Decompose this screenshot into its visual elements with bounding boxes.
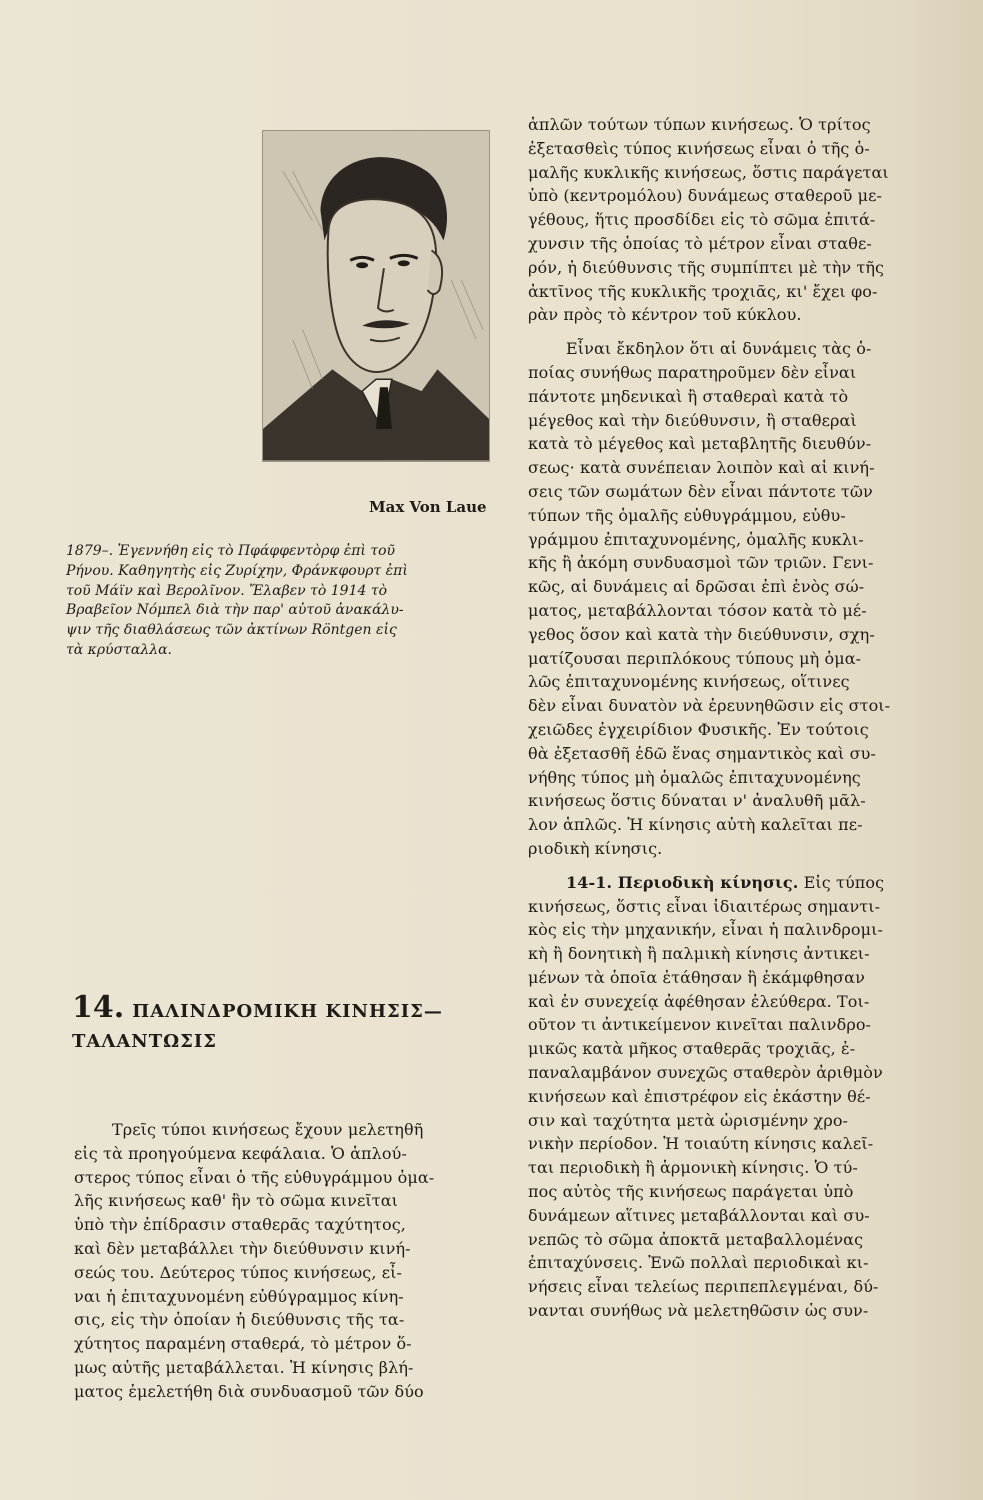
text-line: κὸς εἰς τὴν μηχανικήν, εἶναι ἡ παλινδρομι- — [528, 920, 884, 940]
text-line: ναι ἡ ἐπιταχυνομένη εὐθύγραμμος κίνη- — [74, 1286, 404, 1306]
text-line: Τρεῖς τύποι κινήσεως ἔχουν μελετηθῆ — [112, 1120, 424, 1139]
chapter-title-line2: ΤΑΛΑΝΤΩΣΙΣ — [72, 1031, 218, 1052]
chapter-number: 14. — [72, 990, 125, 1025]
text-line: νήσεις εἶναι τελείως περιπεπλεγμέναι, δύ- — [528, 1277, 879, 1297]
text-line: ποίας συνήθως παρατηροῦμεν δὲν εἶναι — [528, 362, 857, 382]
text-line: ται περιοδικὴ ἢ ἁρμονικὴ κίνησις. Ὁ τύ- — [528, 1158, 858, 1178]
text-line: λον ἁπλῶς. Ἡ κίνησις αὐτὴ καλεῖται πε- — [528, 815, 863, 835]
text-line: σεις τῶν σωμάτων δὲν εἶναι πάντοτε τῶν — [528, 481, 873, 501]
caption-line: ψιν τῆς διαθλάσεως τῶν ἀκτίνων Röntgen εἰς — [66, 622, 397, 639]
text-line: Εἶναι ἔκδηλον ὅτι αἱ δυνάμεις τὰς ὁ- — [566, 339, 872, 359]
text-line: ματίζουσαι περιπλόκους τύπους μὴ ὁμα- — [528, 648, 862, 668]
text-line: σεώς του. Δεύτερος τύπος κινήσεως, εἶ- — [74, 1262, 403, 1282]
text-line: μέγεθος καὶ τὴν διεύθυνσιν, ἢ σταθεραὶ — [528, 410, 857, 430]
text-line: κῶς, αἱ δυνάμεις αἱ δρῶσαι ἐπὶ ἑνὸς σώ- — [528, 577, 865, 597]
text-line: ἐπιταχύνσεις. Ἐνῶ πολλαὶ περιοδικαὶ κι- — [528, 1253, 869, 1273]
text-line: κινήσεως, ὅστις εἶναι ἰδιαιτέρως σημαντι- — [528, 896, 881, 916]
text-line: καὶ δὲν μεταβάλλει τὴν διεύθυνσιν κινή- — [74, 1238, 411, 1258]
text-line: ἀκτῖνος τῆς κυκλικῆς τροχιᾶς, κι' ἔχει φο- — [528, 281, 878, 301]
caption-line: τοῦ Μάϊν καὶ Βερολῖνον. Ἔλαβεν τὸ 1914 τὸ — [66, 582, 388, 599]
text-line: γέθους, ἥτις προσδίδει εἰς τὸ σῶμα ἐπιτά- — [528, 210, 876, 230]
text-line: μαλῆς κυκλικῆς κινήσεως, ὅστις παράγεται — [528, 162, 889, 182]
text-line: δυνάμεων αἵτινες μεταβάλλονται καὶ συ- — [528, 1205, 870, 1225]
text-line: κινήσεων καὶ ἐπιστρέφον εἰς ἑκάστην θέ- — [528, 1086, 871, 1106]
text-line: ρὰν πρὸς τὸ κέντρον τοῦ κύκλου. — [528, 305, 802, 325]
text-line: χειῶδες ἐγχειρίδιον Φυσικῆς. Ἐν τούτοις — [528, 719, 869, 739]
text-line: κὴ ἢ δονητικὴ ἢ παλμικὴ κίνησις ἀντικει- — [528, 944, 870, 964]
text-line: κινήσεως ὅστις δύναται ν' ἀναλυθῆ μᾶλ- — [528, 791, 866, 811]
text-line: θὰ ἐξετασθῆ ἐδῶ ἕνας σημαντικὸς καὶ συ- — [528, 743, 876, 763]
text-line: ρόν, ἡ διεύθυνσις τῆς συμπίπτει μὲ τὴν τῆς — [528, 257, 885, 277]
text-line: λῶς ἐπιταχυνομένης κινήσεως, οἵτινες — [528, 672, 850, 692]
text-line: κῆς ἢ ἀκόμη συνδυασμοὶ τῶν τριῶν. Γενι- — [528, 553, 874, 573]
text-line: ὑπὸ (κεντρομόλου) δυνάμεως σταθεροῦ με- — [528, 186, 882, 206]
text-line: νικὴν περίοδον. Ἡ τοιαύτη κίνησις καλεῖ- — [528, 1134, 874, 1154]
text-line: ματος ἐμελετήθη διὰ συνδυασμοῦ τῶν δύο — [74, 1381, 424, 1401]
text-line: ματος, μεταβάλλονται τόσον κατὰ τὸ μέ- — [528, 600, 867, 620]
text-line: στερος τύπος εἶναι ὁ τῆς εὐθυγράμμου ὁμα- — [74, 1167, 435, 1187]
text-line: ὑπὸ τὴν ἐπίδρασιν σταθερᾶς ταχύτητος, — [74, 1215, 406, 1235]
right-column-text — [528, 113, 943, 1323]
text-line: εἰς τὰ προηγούμενα κεφάλαια. Ὁ ἁπλού- — [74, 1143, 407, 1163]
text-line: καὶ ἐν συνεχείᾳ ἀφέθησαν ἐλεύθερα. Τοι- — [528, 991, 870, 1011]
portrait-sketch — [263, 131, 489, 461]
text-line: πος αὐτὸς τῆς κινήσεως παράγεται ὑπὸ — [528, 1182, 854, 1202]
text-line: λῆς κινήσεως καθ' ἣν τὸ σῶμα κινεῖται — [74, 1191, 399, 1211]
text-line: οῦτον τι ἀντικείμενον κινεῖται παλινδρο- — [528, 1015, 872, 1035]
left-column-text — [74, 1118, 514, 1404]
caption-line: 1879–. Ἐγεννήθη εἰς τὸ Πφάφφεντὸρφ ἐπὶ τοῦ — [66, 543, 396, 559]
text-line: πάντοτε μηδενικαὶ ἢ σταθεραὶ κατὰ τὸ — [528, 386, 849, 406]
text-line: δὲν εἶναι δυνατὸν νὰ ἐρευνηθῶσιν εἰς στοι- — [528, 696, 891, 716]
text-line: μένων τὰ ὁποῖα ἐτάθησαν ἢ ἐκάμφθησαν — [528, 967, 865, 987]
section-first-line — [528, 871, 943, 895]
text-line: σιν καὶ ταχύτητα μετὰ ὡρισμένην χρο- — [528, 1110, 849, 1130]
chapter-title-line1: ΠΑΛΙΝΔΡΟΜΙΚΗ ΚΙΝΗΣΙΣ— — [132, 1001, 443, 1022]
section-first-line-rest: Εἰς τύπος — [798, 872, 885, 892]
text-line: σις, εἰς τὴν ὁποίαν ἡ διεύθυνσις τῆς τα- — [74, 1310, 405, 1330]
text-line: χύτητος παραμένη σταθερά, τὸ μέτρον ὅ- — [74, 1334, 412, 1354]
portrait-image — [262, 130, 490, 462]
caption-line: Ρήνου. Καθηγητὴς εἰς Ζυρίχην, Φράνκφουρτ ἐπὶ — [66, 562, 408, 579]
text-line: παναλαμβάνον συνεχῶς σταθερὸν ἀριθμὸν — [528, 1063, 883, 1083]
portrait-caption — [66, 542, 506, 661]
text-line: σεως· κατὰ συνέπειαν λοιπὸν καὶ αἱ κινή- — [528, 458, 875, 478]
portrait-caption-name: Max Von Laue — [369, 498, 487, 516]
text-line: τύπων τῆς ὁμαλῆς εὐθυγράμμου, εὐθυ- — [528, 505, 846, 525]
text-line: νανται συνήθως νὰ μελετηθῶσιν ὡς συν- — [528, 1301, 869, 1321]
text-line: ριοδικὴ κίνησις. — [528, 838, 663, 858]
text-line: νήθης τύπος μὴ ὁμαλῶς ἐπιταχυνομένης — [528, 767, 861, 787]
text-line: ἐξετασθεὶς τύπος κινήσεως εἶναι ὁ τῆς ὁ- — [528, 138, 870, 158]
text-line: νεπῶς τὸ σῶμα ἀποκτᾶ μεταβαλλομένας — [528, 1229, 864, 1249]
text-line: κατὰ τὸ μέγεθος καὶ μεταβλητῆς διευθύν- — [528, 434, 872, 454]
text-line: γράμμου ἐπιταχυνομένης, ὁμαλῆς κυκλι- — [528, 529, 864, 549]
text-line: μικῶς κατὰ μῆκος σταθερᾶς τροχιᾶς, ἐ- — [528, 1039, 856, 1059]
caption-line: τὰ κρύσταλλα. — [66, 641, 172, 658]
text-line: ἁπλῶν τούτων τύπων κινήσεως. Ὁ τρίτος — [528, 115, 871, 134]
text-line: χυνσιν τῆς ὁποίας τὸ μέτρον εἶναι σταθε- — [528, 233, 872, 253]
text-line: γεθος ὅσον καὶ κατὰ τὴν διεύθυνσιν, σχη- — [528, 624, 875, 644]
section-heading: 14-1. Περιοδικὴ κίνησις. — [566, 872, 799, 892]
caption-line: Βραβεῖον Νόμπελ διὰ τὴν παρ' αὐτοῦ ἀνακάλυ- — [66, 602, 404, 619]
chapter-heading — [72, 990, 512, 1052]
text-line: μως αὐτῆς μεταβάλλεται. Ἡ κίνησις βλή- — [74, 1357, 414, 1377]
